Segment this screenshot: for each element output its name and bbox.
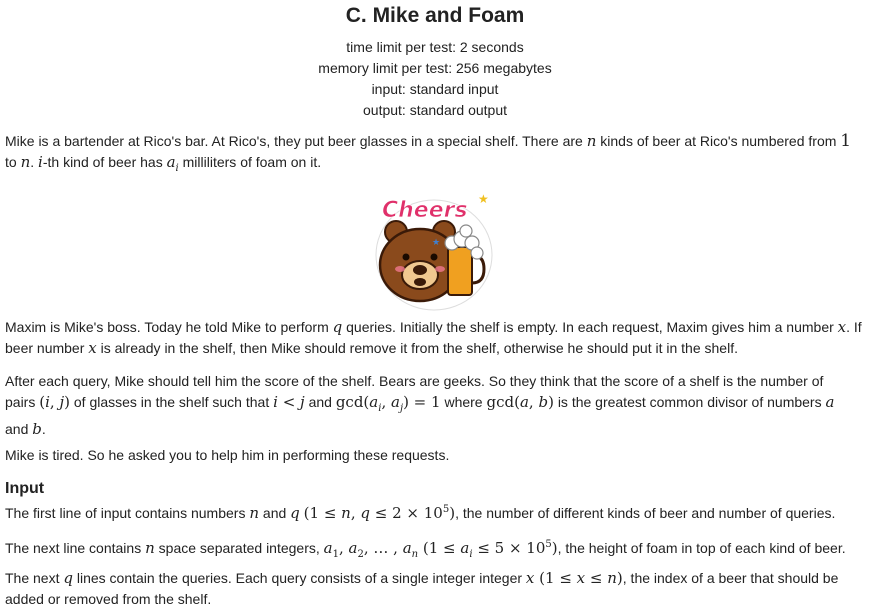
math-n: n <box>145 539 155 557</box>
statement-paragraph-1: Mike is a bartender at Rico's bar. At Rico's, they put beer glasses in a special shelf. There are n kinds of beer at Rico's numbered from 1 to n. i-th kind of beer has $a_i$ milliliters of foam on it. <box>5 131 852 174</box>
math-gcd-ab: gcd(a, b) <box>486 393 554 411</box>
math-1: 1 <box>840 131 852 151</box>
math-x: x <box>88 339 97 357</box>
text: and <box>262 505 287 521</box>
text: The next <box>5 570 60 586</box>
text: beer number <box>5 340 85 356</box>
text: space separated integers, <box>158 540 320 556</box>
text: pairs <box>5 394 36 410</box>
cheers-logo-text: Cheers <box>382 198 468 223</box>
star-icon: ★ <box>478 192 489 206</box>
input-line-2 <box>5 534 865 565</box>
cheers-bear-icon <box>374 187 498 311</box>
text: where <box>444 394 483 410</box>
problem-header <box>0 0 870 121</box>
math-q: q <box>63 569 73 587</box>
input-section-title: Input <box>5 480 45 497</box>
text: , the index of a beer that should be <box>622 570 839 586</box>
text: is already in the shelf, then Mike should remove it from the shelf, otherwise he should put it in the shelf. <box>100 340 738 356</box>
text: milliliters of foam on it. <box>182 154 322 170</box>
statement-paragraph-4: Mike is tired. So he asked you to help him in performing these requests. <box>5 447 450 463</box>
text: and <box>308 394 332 410</box>
text: , the number of different kinds of beer and number of queries. <box>455 505 836 521</box>
text: -th kind of beer has <box>42 154 163 170</box>
math-pair: (i, j) <box>39 393 70 411</box>
math-x: x <box>837 318 847 336</box>
problem-limits <box>0 37 870 121</box>
text: of glasses in the shelf such that <box>73 394 270 410</box>
text: Mike is a bartender at Rico's bar. At Rico's, they put beer glasses in a special shelf. There are <box>5 133 583 149</box>
math-q: q <box>332 318 343 336</box>
memory-limit: memory limit per test: 256 megabytes <box>318 60 552 76</box>
math-q: q <box>290 504 300 522</box>
statement-paragraph-2: Maxim is Mike's boss. Today he told Mike to perform q queries. Initially the shelf is empty. In each request, Maxim gives him a number x. If beer number x is already in the shelf, then Mike should remove it from the shelf, otherwise he should put it in the shelf. <box>5 318 862 357</box>
math-n: n <box>249 504 260 522</box>
input-file: input: standard input <box>371 81 499 97</box>
math-i: i <box>38 153 43 171</box>
math-b: b <box>32 420 42 438</box>
text: The next line contains <box>5 540 142 556</box>
time-limit: time limit per test: 2 seconds <box>346 39 524 55</box>
input-line-1 <box>5 499 865 524</box>
cheers-bear-image <box>374 187 498 311</box>
text: is the greatest common divisor of numbers <box>557 394 822 410</box>
text: queries. Initially the shelf is empty. In each request, Maxim gives him a number <box>346 319 834 335</box>
text: lines contain the queries. Each query consists of a single integer integer <box>76 570 523 586</box>
math-a: a <box>825 393 835 411</box>
math-constraint: (1 ≤ n, $q \le 2 \times 10^5$) <box>303 504 456 522</box>
math-gcd: $\gcd(a_i$, $a_j) = 1$ <box>335 393 441 414</box>
text: , the height of foam in top of each kind of beer. <box>557 540 846 556</box>
input-line-3 <box>5 568 865 610</box>
output-file: output: standard output <box>363 102 507 118</box>
text: to <box>5 154 17 170</box>
text: Maxim is Mike's boss. Today he told Mike to perform <box>5 319 329 335</box>
math-ai: $a_i$ <box>166 153 179 174</box>
math-n: n <box>586 132 597 150</box>
star-icon: ★ <box>432 237 441 247</box>
text: added or removed from the shelf. <box>5 591 212 607</box>
text: After each query, Mike should tell him the score of the shelf. Bears are geeks. So they think that the score of a shelf is the number of <box>5 373 824 389</box>
statement-paragraph-3: After each query, Mike should tell him the score of the shelf. Bears are geeks. So they think that the score of a shelf is the number of pairs (i, j) of glasses in the shelf such that i < j and $\gcd(a_i$, $a_j) = 1$ where gcd(a, b) is the greatest common divisor of numbers a and b. <box>5 373 835 438</box>
text: kinds of beer at Rico's numbered from <box>600 133 837 149</box>
math-ineq: i <box>273 393 278 411</box>
problem-title: C. Mike and Foam <box>345 4 525 27</box>
text: and <box>5 421 29 437</box>
math-n: n <box>20 153 31 171</box>
text: The first line of input contains numbers <box>5 505 246 521</box>
math-x-constraint: x (1 ≤ x ≤ n) <box>525 569 623 587</box>
math-seq: $a_1$, $a_2$, … , $a_n$ $(1 \le a_i \le 5 \times 10^5)$ <box>323 539 558 560</box>
